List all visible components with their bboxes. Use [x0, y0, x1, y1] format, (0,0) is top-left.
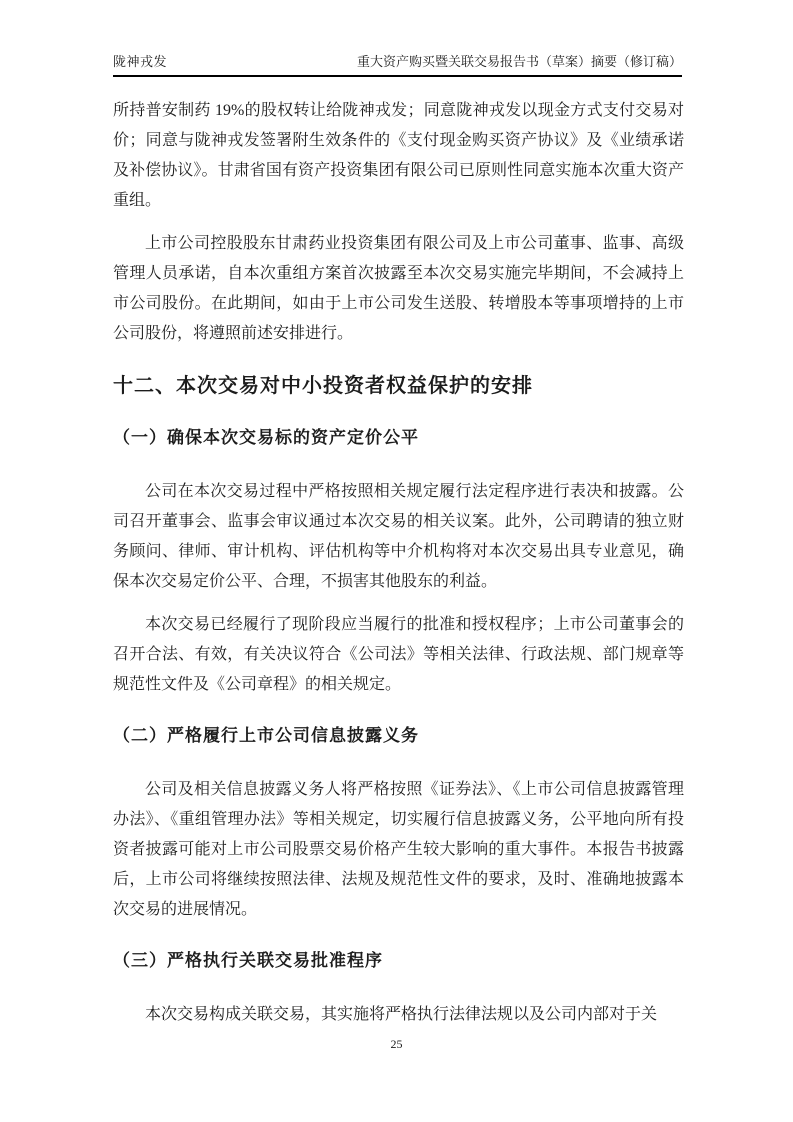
- paragraph-continuation: 所持普安制药 19%的股权转让给陇神戎发；同意陇神戎发以现金方式支付交易对价；同意与陇神戎发签署附生效条件的《支付现金购买资产协议》及《业绩承诺及补偿协议》。甘肃省国有资产投资集团有限公司已原则性同意实施本次重大资产重组。: [113, 102, 684, 209]
- page-footer: [0, 1037, 793, 1052]
- header-document-title: 重大资产购买暨关联交易报告书（草案）摘要（修订稿）: [356, 54, 682, 69]
- section-heading-12: 十二、本次交易对中小投资者权益保护的安排: [113, 375, 533, 397]
- paragraph-pricing-fairness-2: 本次交易已经履行了现阶段应当履行的批准和授权程序；上市公司董事会的召开合法、有效，有关决议符合《公司法》等相关法律、行政法规、部门规章等规范性文件及《公司章程》的相关规定。: [113, 616, 684, 693]
- subsection-heading-2: （二）严格履行上市公司信息披露义务: [113, 726, 419, 745]
- document-body: [113, 96, 684, 1043]
- paragraph-related-party-approval: 本次交易构成关联交易，其实施将严格执行法律法规以及公司内部对于关: [145, 1006, 658, 1023]
- page-header: [113, 54, 682, 77]
- subsection-heading-1: （一）确保本次交易标的资产定价公平: [113, 428, 419, 447]
- paragraph-information-disclosure: 公司及相关信息披露义务人将严格按照《证券法》、《上市公司信息披露管理办法》、《重组管理办法》等相关规定，切实履行信息披露义务，公平地向所有投资者披露可能对上市公司股票交易价格产生较大影响的重大事件。本报告书披露后，上市公司将继续按照法律、法规及规范性文件的要求，及时、准确地披露本次交易的进展情况。: [113, 781, 684, 918]
- paragraph-pricing-fairness-1: 公司在本次交易过程中严格按照相关规定履行法定程序进行表决和披露。公司召开董事会、监事会审议通过本次交易的相关议案。此外，公司聘请的独立财务顾问、律师、审计机构、评估机构等中介机构将对本次交易出具专业意见，确保本次交易定价公平、合理，不损害其他股东的利益。: [113, 483, 684, 590]
- header-company-name: 陇神戎发: [113, 54, 168, 69]
- paragraph-shareholder-commitment: 上市公司控股股东甘肃药业投资集团有限公司及上市公司董事、监事、高级管理人员承诺，自本次重组方案首次披露至本次交易实施完毕期间，不会减持上市公司股份。在此期间，如由于上市公司发生送股、转增股本等事项增持的上市公司股份，将遵照前述安排进行。: [113, 235, 684, 342]
- subsection-heading-3: （三）严格执行关联交易批准程序: [113, 951, 383, 970]
- page-number: 25: [390, 1037, 403, 1051]
